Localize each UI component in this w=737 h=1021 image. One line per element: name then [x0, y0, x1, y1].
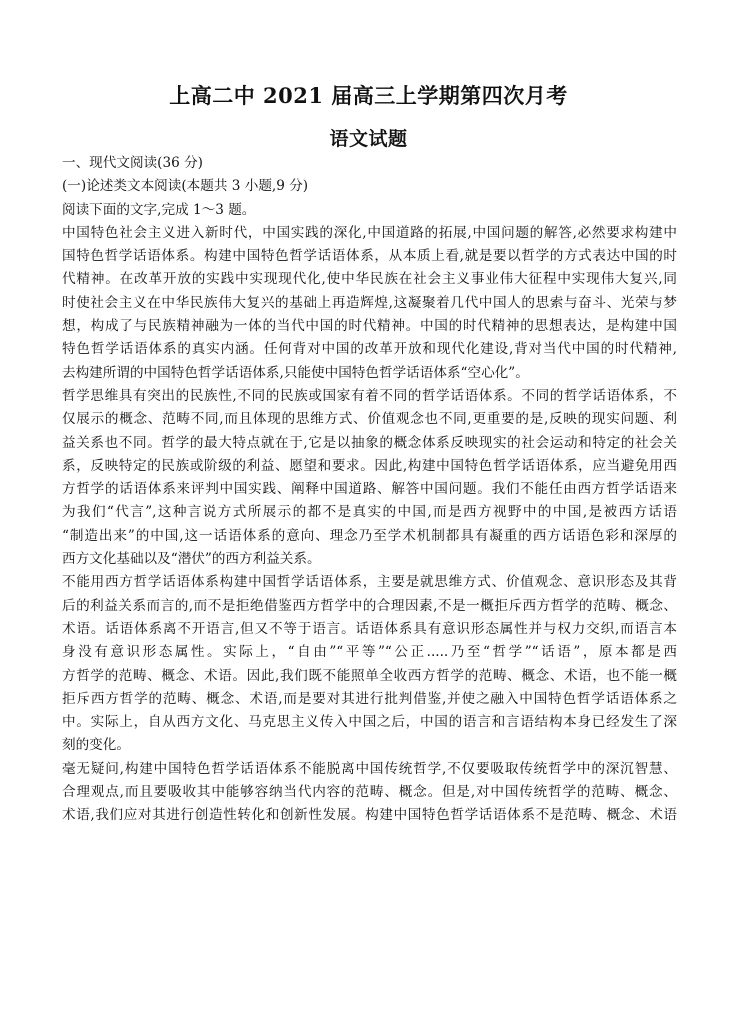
text-line: 身没有意识形态属性。实际上，“自由”“平等”“公正.....乃至“哲学”“话语”，原本都是西 — [62, 644, 677, 661]
text-line: 刻的变化。 — [62, 737, 130, 754]
text-line: 方哲学的范畴、概念、术语。因此,我们既不能照单全收西方哲学的范畴、概念、术语，也不能一概 — [62, 667, 677, 684]
text-line: 西方文化基础以及“潜伏”的西方利益关系。 — [62, 551, 321, 568]
text-line: 毫无疑问,构建中国特色哲学话语体系不能脱离中国传统哲学,不仅要吸取传统哲学中的深沉智慧、 — [62, 760, 677, 777]
text-line: 想，构成了与民族精神融为一体的当代中国的时代精神。中国的时代精神的思想表达，是构建中国 — [62, 318, 677, 335]
text-line: 中。实际上，自从西方文化、马克思主义传入中国之后，中国的语言和言语结构本身已经发生了深 — [62, 714, 677, 731]
exam-title: 上高二中 2021 届高三上学期第四次月考 — [169, 83, 568, 108]
passage-body — [62, 152, 677, 828]
text-line: 时使社会主义在中华民族伟大复兴的基础上再造辉煌,这凝聚着几代中国人的思索与奋斗、光荣与梦 — [62, 294, 677, 311]
text-line: 一、现代文阅读(36 分) — [62, 155, 203, 171]
text-line: 拒斥西方哲学的范畴、概念、术语,而是要对其进行批判借鉴,并使之融入中国特色哲学话语体系之 — [62, 690, 677, 707]
text-line: (一)论述类文本阅读(本题共 3 小题,9 分) — [62, 178, 309, 195]
text-line: 后的利益关系而言的,而不是拒绝借鉴西方哲学中的合理因素,不是一概拒斥西方哲学的范畴、概念、 — [62, 597, 677, 614]
text-line: 代精神。在改革开放的实践中实现现代化,使中华民族在社会主义事业伟大征程中实现伟大复兴,同 — [62, 271, 677, 288]
text-line: 合理观点,而且要吸收其中能够容纳当代内容的范畴、概念。但是,对中国传统哲学的范畴、概念、 — [62, 784, 677, 801]
text-line: 哲学思维具有突出的民族性,不同的民族或国家有着不同的哲学话语体系。不同的哲学话语体系，不 — [62, 387, 677, 404]
text-line: 系，反映特定的民族或阶级的利益、愿望和要求。因此,构建中国特色哲学话语体系，应当避免用西 — [62, 457, 677, 474]
text-line: 益关系也不同。哲学的最大特点就在于,它是以抽象的概念体系反映现实的社会运动和特定的社会关 — [62, 434, 677, 451]
text-line: 特色哲学话语体系的真实内涵。任何背对中国的改革开放和现代化建设,背对当代中国的时代精神, — [62, 341, 677, 358]
text-line: 方哲学的话语体系来评判中国实践、阐释中国道路、解答中国问题。我们不能任由西方哲学话语来 — [62, 481, 677, 498]
text-line: 阅读下面的文字,完成 1～3 题。 — [62, 201, 256, 218]
text-line: 仅展示的概念、范畴不同,而且体现的思维方式、价值观念也不同,更重要的是,反映的现实问题、利 — [62, 411, 677, 428]
text-line: 为我们“代言”,这种言说方式所展示的都不是真实的中国,而是西方视野中的中国,是被西方话语 — [62, 504, 677, 521]
text-line: 术语,我们应对其进行创造性转化和创新性发展。构建中国特色哲学话语体系不是范畴、概念、术语 — [62, 807, 677, 824]
text-line: 中国特色社会主义进入新时代，中国实践的深化,中国道路的拓展,中国问题的解答,必然要求构建中 — [62, 224, 677, 241]
text-line: 国特色哲学话语体系。构建中国特色哲学话语体系，从本质上看,就是要以哲学的方式表达中国的时 — [62, 248, 677, 265]
text-line: 不能用西方哲学话语体系构建中国哲学话语体系，主要是就思维方式、价值观念、意识形态及其背 — [62, 574, 677, 591]
text-line: “制造出来”的中国,这一话语体系的意向、理念乃至学术机制都具有凝重的西方话语色彩和深厚的 — [62, 527, 677, 544]
exam-subtitle: 语文试题 — [329, 128, 408, 150]
text-line: 术语。话语体系离不开语言,但又不等于语言。话语体系具有意识形态属性并与权力交织,而语言本 — [62, 620, 677, 637]
text-line: 去构建所谓的中国特色哲学话语体系,只能使中国特色哲学话语体系“空心化”。 — [62, 364, 529, 381]
